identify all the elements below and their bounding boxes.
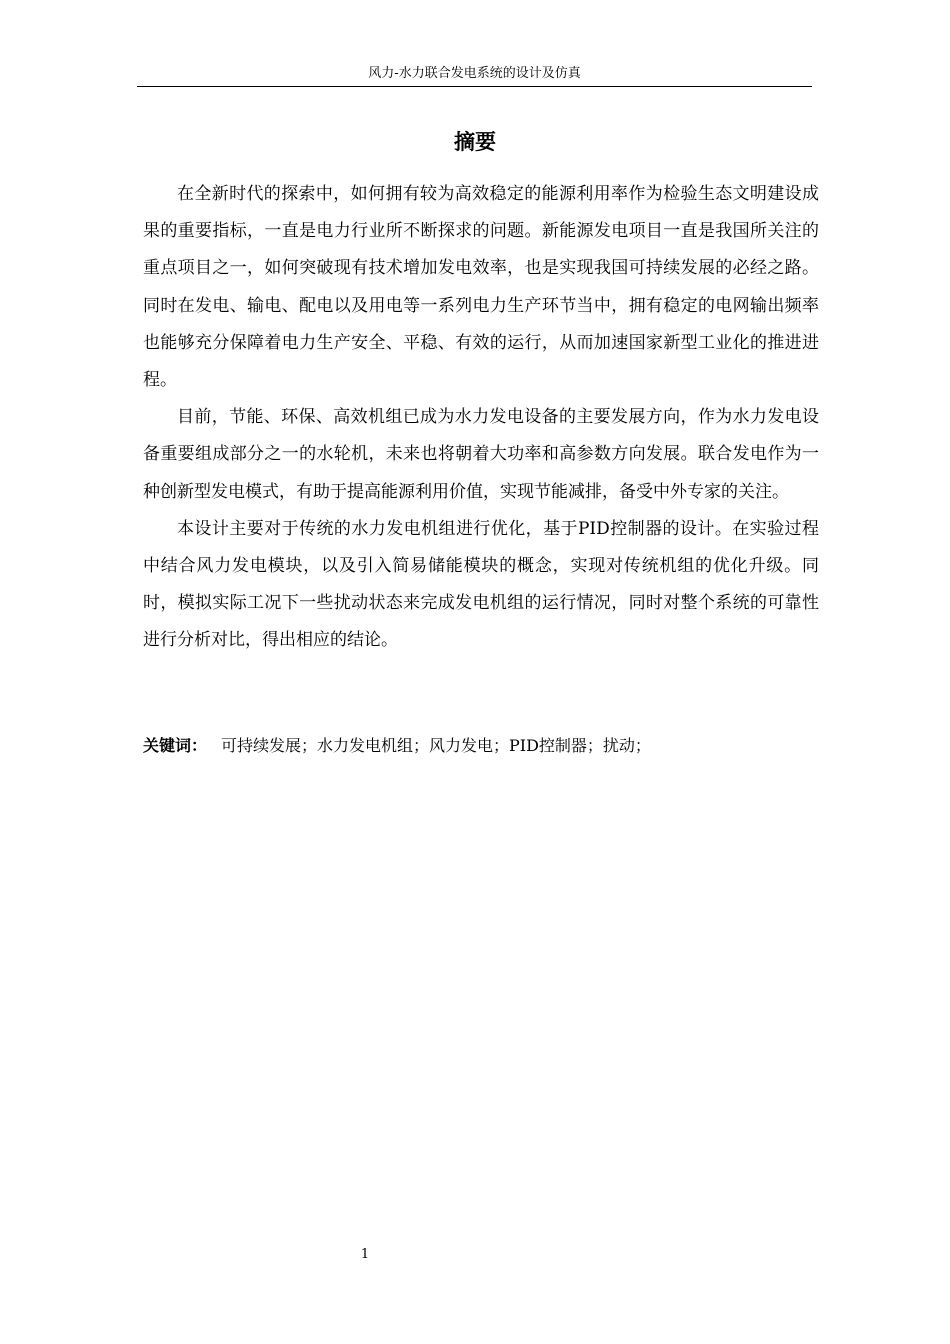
running-header	[137, 64, 812, 87]
abstract-paragraph-2: 目前，节能、环保、高效机组已成为水力发电设备的主要发展方向，作为水力发电设备重要组成部分之一的水轮机，未来也将朝着大功率和高参数方向发展。联合发电作为一种创新型发电模式，有助于提高能源利用价值，实现节能减排，备受中外专家的关注。	[143, 407, 819, 502]
keywords-line	[143, 728, 819, 764]
page-number: 1	[360, 1247, 370, 1262]
abstract-body	[143, 176, 819, 660]
abstract-title: 摘要	[454, 130, 496, 154]
running-header-title: 风力-水力联合发电系统的设计及仿真	[368, 66, 581, 81]
abstract-paragraph-1: 在全新时代的探索中，如何拥有较为高效稳定的能源利用率作为检验生态文明建设成果的重要指标，一直是电力行业所不断探求的问题。新能源发电项目一直是我国所关注的重点项目之一，如何突破现有技术增加发电效率，也是实现我国可持续发展的必经之路。同时在发电、输电、配电以及用电等一系列电力生产环节当中，拥有稳定的电网输出频率也能够充分保障着电力生产安全、平稳、有效的运行，从而加速国家新型工业化的推进进程。	[143, 184, 819, 391]
keywords-label: 关键词：	[143, 736, 208, 755]
keywords-text: 可持续发展；水力发电机组；风力发电；PID控制器；扰动；	[221, 736, 651, 755]
abstract-paragraph-3: 本设计主要对于传统的水力发电机组进行优化，基于PID控制器的设计。在实验过程中结合风力发电模块，以及引入简易储能模块的概念，实现对传统机组的优化升级。同时，模拟实际工况下一些扰动状态来完成发电机组的运行情况，同时对整个系统的可靠性进行分析对比，得出相应的结论。	[143, 518, 819, 651]
